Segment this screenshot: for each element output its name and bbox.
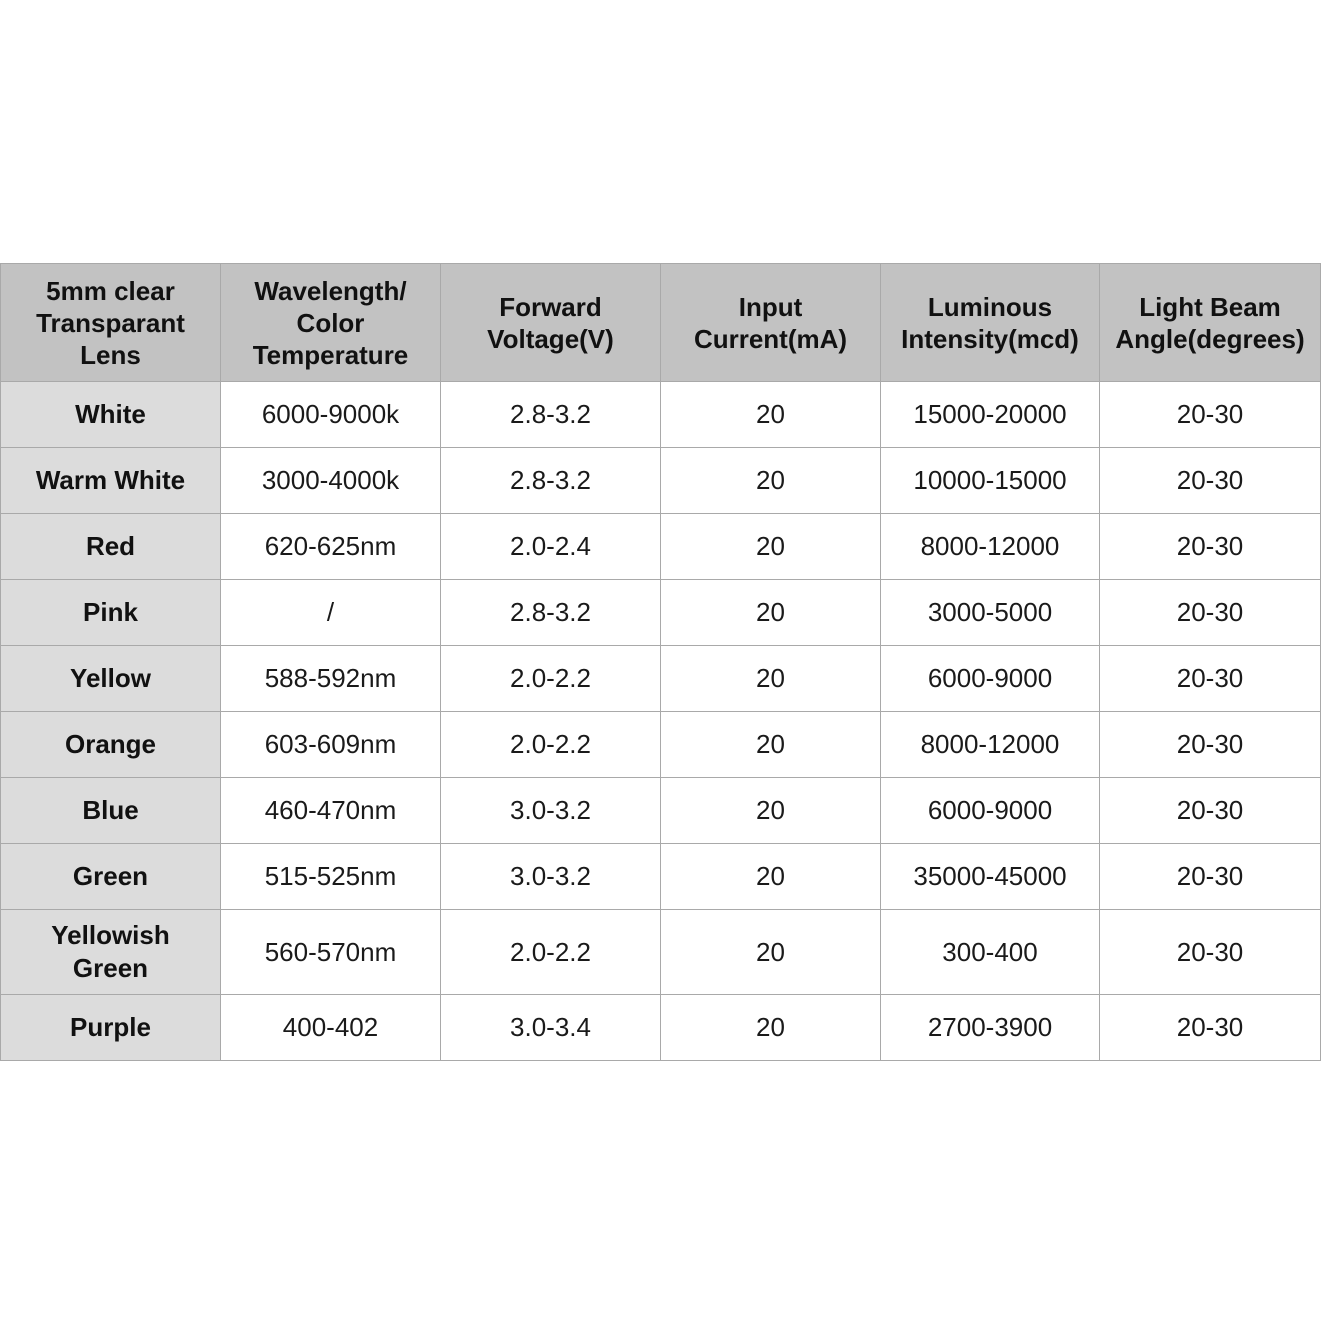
angle-cell: 20-30 [1100, 382, 1321, 448]
header-line: Transparant [36, 307, 185, 338]
current-cell: 20 [661, 712, 881, 778]
row-label: Red [1, 514, 221, 580]
table-row-yellowish-green [1, 910, 1321, 995]
angle-cell: 20-30 [1100, 514, 1321, 580]
row-label-line: Yellowish [51, 920, 170, 950]
header-line: Angle(degrees) [1115, 323, 1305, 354]
header-line: Luminous [927, 291, 1053, 322]
voltage-cell: 3.0-3.2 [441, 844, 661, 910]
voltage-cell: 2.0-2.2 [441, 712, 661, 778]
header-line: 5mm clear [46, 275, 175, 306]
led-spec-table [0, 263, 1321, 1061]
wavelength-cell: 603-609nm [221, 712, 441, 778]
table-body [1, 382, 1321, 1061]
intensity-cell: 3000-5000 [881, 580, 1100, 646]
header-line: Current(mA) [693, 323, 848, 354]
table-row-warm-white [1, 448, 1321, 514]
current-cell: 20 [661, 580, 881, 646]
header-line: Lens [80, 339, 141, 370]
wavelength-cell: 6000-9000k [221, 382, 441, 448]
voltage-cell: 2.8-3.2 [441, 382, 661, 448]
table-header [1, 264, 1321, 382]
voltage-cell: 2.8-3.2 [441, 580, 661, 646]
current-cell: 20 [661, 910, 881, 995]
voltage-cell: 2.0-2.2 [441, 910, 661, 995]
header-beam-angle [1100, 264, 1321, 382]
current-cell: 20 [661, 778, 881, 844]
row-label: Blue [1, 778, 221, 844]
current-cell: 20 [661, 514, 881, 580]
header-line: Wavelength/ [254, 275, 407, 306]
table-row-white [1, 382, 1321, 448]
wavelength-cell: 560-570nm [221, 910, 441, 995]
wavelength-cell: 460-470nm [221, 778, 441, 844]
header-lens [1, 264, 221, 382]
wavelength-cell: 588-592nm [221, 646, 441, 712]
row-label: Pink [1, 580, 221, 646]
angle-cell: 20-30 [1100, 448, 1321, 514]
wavelength-cell: 3000-4000k [221, 448, 441, 514]
header-wavelength [221, 264, 441, 382]
row-label [1, 910, 221, 995]
row-label: Purple [1, 995, 221, 1061]
angle-cell: 20-30 [1100, 778, 1321, 844]
voltage-cell: 2.0-2.2 [441, 646, 661, 712]
table-row-green [1, 844, 1321, 910]
wavelength-cell: 400-402 [221, 995, 441, 1061]
wavelength-cell: 515-525nm [221, 844, 441, 910]
table-row-yellow [1, 646, 1321, 712]
current-cell: 20 [661, 995, 881, 1061]
row-label: Orange [1, 712, 221, 778]
voltage-cell: 3.0-3.2 [441, 778, 661, 844]
angle-cell: 20-30 [1100, 646, 1321, 712]
angle-cell: 20-30 [1100, 580, 1321, 646]
intensity-cell: 35000-45000 [881, 844, 1100, 910]
table-row-pink [1, 580, 1321, 646]
voltage-cell: 2.0-2.4 [441, 514, 661, 580]
header-line: Color [296, 307, 365, 338]
intensity-cell: 10000-15000 [881, 448, 1100, 514]
angle-cell: 20-30 [1100, 995, 1321, 1061]
header-line: Input [738, 291, 803, 322]
angle-cell: 20-30 [1100, 844, 1321, 910]
header-line: Intensity(mcd) [901, 323, 1079, 354]
voltage-cell: 3.0-3.4 [441, 995, 661, 1061]
header-line: Voltage(V) [487, 323, 614, 354]
intensity-cell: 8000-12000 [881, 514, 1100, 580]
intensity-cell: 300-400 [881, 910, 1100, 995]
row-label: Warm White [1, 448, 221, 514]
row-label: White [1, 382, 221, 448]
table-row-red [1, 514, 1321, 580]
intensity-cell: 2700-3900 [881, 995, 1100, 1061]
wavelength-cell: 620-625nm [221, 514, 441, 580]
current-cell: 20 [661, 646, 881, 712]
header-input-current [661, 264, 881, 382]
row-label: Green [1, 844, 221, 910]
row-label: Yellow [1, 646, 221, 712]
current-cell: 20 [661, 382, 881, 448]
current-cell: 20 [661, 844, 881, 910]
intensity-cell: 6000-9000 [881, 778, 1100, 844]
header-luminous-intensity [881, 264, 1100, 382]
header-forward-voltage [441, 264, 661, 382]
header-row [1, 264, 1321, 382]
header-line: Temperature [252, 339, 409, 370]
intensity-cell: 15000-20000 [881, 382, 1100, 448]
angle-cell: 20-30 [1100, 712, 1321, 778]
table-row-orange [1, 712, 1321, 778]
wavelength-cell: / [221, 580, 441, 646]
table-row-blue [1, 778, 1321, 844]
current-cell: 20 [661, 448, 881, 514]
intensity-cell: 8000-12000 [881, 712, 1100, 778]
header-line: Light Beam [1139, 291, 1281, 322]
angle-cell: 20-30 [1100, 910, 1321, 995]
voltage-cell: 2.8-3.2 [441, 448, 661, 514]
header-line: Forward [499, 291, 602, 322]
row-label-line: Green [72, 953, 149, 983]
table-row-purple [1, 995, 1321, 1061]
intensity-cell: 6000-9000 [881, 646, 1100, 712]
